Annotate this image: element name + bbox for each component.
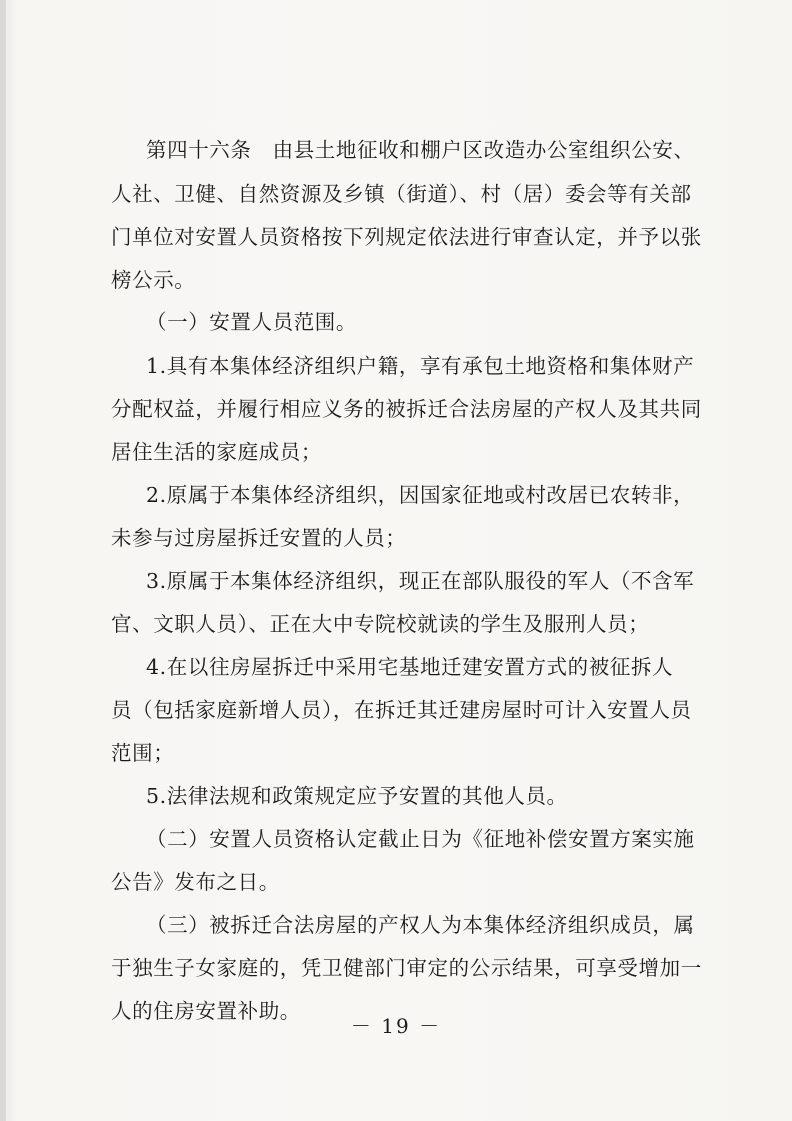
article-46-line-1: 第四十六条 由县土地征收和棚户区改造办公室组织公安、 xyxy=(146,138,695,162)
section-3-line-3: 人的住房安置补助。 xyxy=(111,999,301,1023)
article-46-line-4: 榜公示。 xyxy=(111,268,196,292)
section-3-line-1: （三）被拆迁合法房屋的产权人为本集体经济组织成员，属 xyxy=(146,913,695,937)
item-1-line-2: 分配权益，并履行相应义务的被拆迁合法房屋的产权人及其共同 xyxy=(111,397,702,421)
section-2-line-1: （二）安置人员资格认定截止日为《征地补偿安置方案实施 xyxy=(146,827,695,851)
item-3-line-2: 官、文职人员）、正在大中专院校就读的学生及服刑人员； xyxy=(111,612,650,636)
item-2-line-1: 2.原属于本集体经济组织，因国家征地或村改居已农转非， xyxy=(146,483,695,507)
page-number: － 19 － xyxy=(350,1014,442,1038)
article-46-line-2: 人社、卫健、自然资源及乡镇（街道）、村（居）委会等有关部 xyxy=(111,182,692,206)
section-1-heading: （一）安置人员范围。 xyxy=(146,310,357,334)
item-1-line-3: 居住生活的家庭成员； xyxy=(111,440,322,464)
item-4-line-3: 范围； xyxy=(111,741,175,765)
section-3-line-2: 于独生子女家庭的，凭卫健部门审定的公示结果，可享受增加一 xyxy=(111,956,702,980)
item-5-line-1: 5.法律法规和政策规定应予安置的其他人员。 xyxy=(146,784,568,808)
item-3-line-1: 3.原属于本集体经济组织，现正在部队服役的军人（不含军 xyxy=(146,569,695,593)
section-2-line-2: 公告》发布之日。 xyxy=(111,870,280,894)
article-46-line-3: 门单位对安置人员资格按下列规定依法进行审查认定，并予以张 xyxy=(111,225,702,249)
item-4-line-1: 4.在以往房屋拆迁中采用宅基地迁建安置方式的被征拆人 xyxy=(146,655,674,679)
item-2-line-2: 未参与过房屋拆迁安置的人员； xyxy=(111,526,407,550)
item-1-line-1: 1.具有本集体经济组织户籍，享有承包土地资格和集体财产 xyxy=(146,354,695,378)
scan-edge xyxy=(0,0,6,1121)
item-4-line-2: 员（包括家庭新增人员），在拆迁其迁建房屋时可计入安置人员 xyxy=(111,698,692,722)
